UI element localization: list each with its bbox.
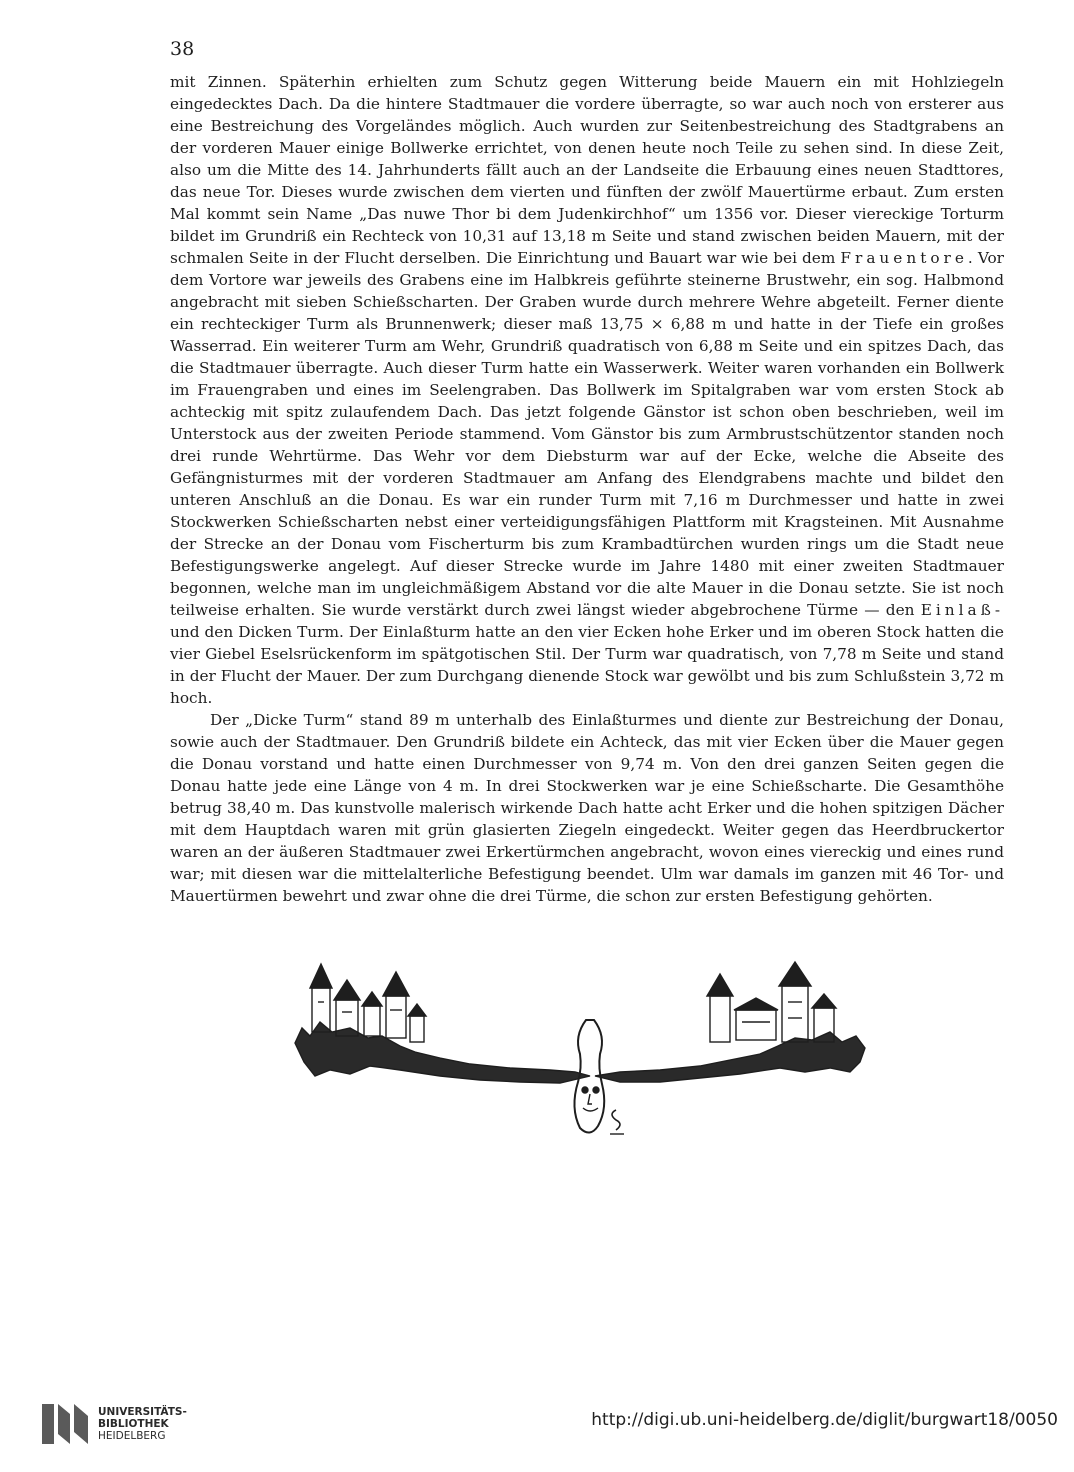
library-logo[interactable] [40, 1402, 187, 1446]
paragraph-1-part-a: mit Zinnen. Späterhin erhielten zum Schutz gegen Witterung beide Mauern ein mit Hohlziegeln eingedecktes Dach. Da die hintere Stadtmauer die vordere überragte, so war auch noch von ersterer aus eine Bestreichung des Vorgeländes möglich. Auch wurden zur Seitenbestreichung des Stadtgrabens an der vorderen Mauer einige Bollwerke errichtet, von denen heute noch Teile zu sehen sind. In diese Zeit, also um die Mitte des 14. Jahrhunderts fällt auch an der Landseite die Erbauung eines neuen Stadttores, das neue Tor. Dieses wurde zwischen dem vierten und fünften der zwölf Mauertürme erbaut. Zum ersten Mal kommt sein Name „Das nuwe Thor bi dem Judenkirchhof“ um 1356 vor. Dieser viereckige Torturm bildet im Grundriß ein Rechteck von 10,31 auf 13,18 m Seite und stand zwischen beiden Mauern, mit der schmalen Seite in der Flucht derselben. Die Einrichtung und Bauart war wie bei dem [170, 73, 1004, 267]
logo-line-3: HEIDELBERG [98, 1430, 166, 1442]
library-logo-text [98, 1406, 187, 1442]
source-url-link[interactable]: http://digi.ub.uni-heidelberg.de/diglit/burgwart18/0050 [591, 1410, 1058, 1430]
spaced-word-einlass: Einlaß- [920, 601, 1004, 619]
paragraph-1-part-c: und den Dicken Turm. Der Einlaßturm hatte an den vier Ecken hohe Erker und im oberen Stock hatten die vier Giebel Eselsrückenform im spätgotischen Stil. Der Turm war quadratisch, von 7,78 m Seite und stand in der Flucht der Mauer. Der zum Durchgang dienende Stock war gewölbt und bis zum Schlußstein 3,72 m hoch. [170, 623, 1004, 707]
paragraph-1 [170, 71, 1004, 709]
paragraph-2: Der „Dicke Turm“ stand 89 m unterhalb des Einlaßturmes und diente zur Bestreichung der Donau, sowie auch der Stadtmauer. Den Grundriß bildete ein Achteck, das mit vier Ecken über die Mauer gegen die Donau vorstand und hatte einen Durchmesser von 9,74 m. Von den drei ganzen Seiten gegen die Donau hatte jede eine Länge von 4 m. In drei Stockwerken war je eine Schießscharte. Die Gesamthöhe betrug 38,40 m. Das kunstvolle malerisch wirkende Dach hatte acht Erker und die hohen spitzigen Dächer mit dem Hauptdach waren mit grün glasierten Ziegeln eingedeckt. Weiter gegen das Heerdbruckertor waren an der äußeren Stadtmauer zwei Erkertürmchen angebracht, wovon eines viereckig und eines rund war; mit diesen war die mittelalterliche Befestigung beendet. Ulm war damals im ganzen mit 46 Tor- und Mauertürmen bewehrt und zwar ohne die drei Türme, die schon zur ersten Befestigung gehörten. [170, 711, 1004, 905]
body-text [170, 71, 1004, 907]
logo-line-2: BIBLIOTHEK [98, 1418, 169, 1430]
castle-vignette-icon [290, 958, 870, 1158]
page-number: 38 [170, 38, 195, 60]
logo-line-1: UNIVERSITÄTS- [98, 1406, 187, 1418]
paragraph-1-part-b: . Vor dem Vortore war jeweils des Grabens eine im Halbkreis geführte steinerne Brustwehr, ein sog. Halbmond angebracht mit sieben Schießscharten. Der Graben wurde durch mehrere Wehre abgeteilt. Ferner diente ein rechteckiger Turm als Brunnenwerk; dieser maß 13,75 × 6,88 m und hatte in der Tiefe ein großes Wasserrad. Ein weiterer Turm am Wehr, Grundriß quadratisch von 6,88 m Seite und ein spitzes Dach, das die Stadtmauer überragte. Auch dieser Turm hatte ein Wasserwerk. Weiter waren vorhanden ein Bollwerk im Frauengraben und eines im Seelengraben. Das Bollwerk im Spitalgraben war vom ersten Stock ab achteckig mit spitz zulaufendem Dach. Das jetzt folgende Gänstor ist schon oben beschrieben, weil im Unterstock aus der zweiten Periode stammend. Vom Gänstor bis zum Armbrustschützentor standen noch drei runde Wehrtürme. Das Wehr vor dem Diebsturm war auf der Ecke, welche die Abseite des Gefängnisturmes mit der vorderen Stadtmauer am Anfang des Elendgrabens machte und bildet den unteren Anschluß an die Donau. Es war ein runder Turm mit 7,16 m Durchmesser und hatte in zwei Stockwerken Schießscharten nebst einer verteidigungsfähigen Plattform mit Kragsteinen. Mit Ausnahme der Strecke an der Donau vom Fischerturm bis zum Krambadtürchen wurden rings um die Stadt neue Befestigungswerke angelegt. Auf dieser Strecke wurde im Jahre 1480 mit einer zweiten Stadtmauer begonnen, welche man im ungleichmäßigem Abstand vor die alte Mauer in die Donau setzte. Sie ist noch teilweise erhalten. Sie wurde verstärkt durch zwei längst wieder abgebrochene Türme — den [170, 249, 1004, 619]
library-logo-icon [40, 1402, 90, 1446]
spaced-word-frauentore: Frauentore [840, 249, 968, 267]
